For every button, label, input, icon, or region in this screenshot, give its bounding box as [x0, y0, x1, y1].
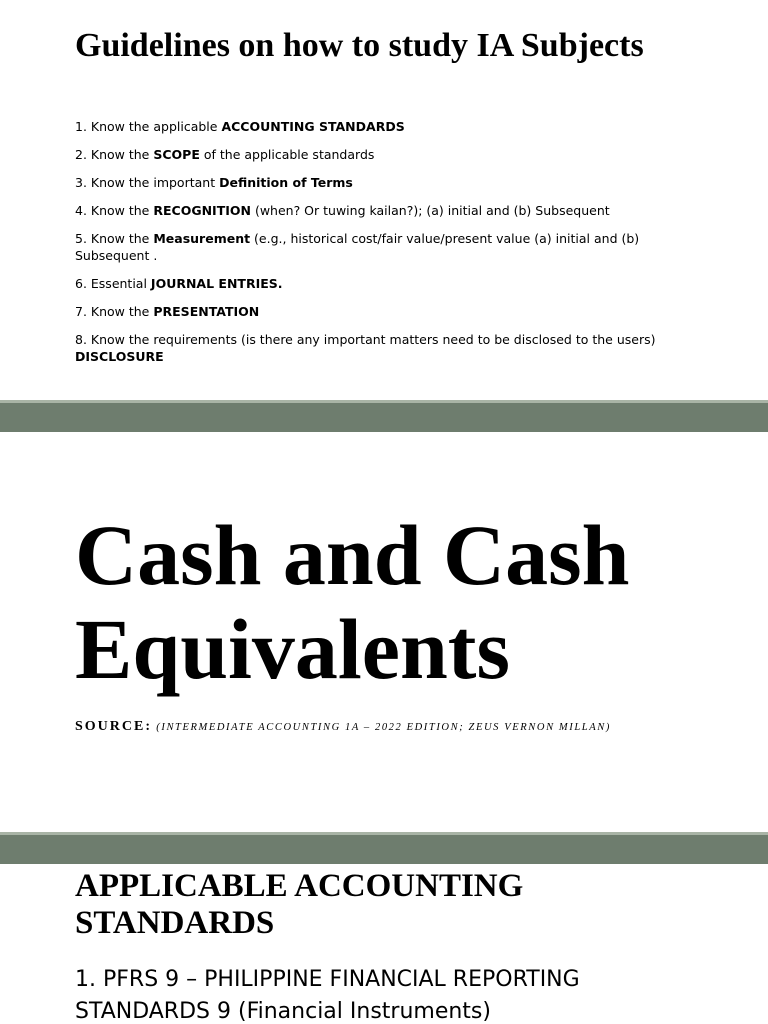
slide-standards — [0, 864, 768, 1024]
source-citation — [75, 720, 675, 735]
slide-title: Guidelines on how to study IA Subjects — [75, 27, 644, 64]
list-item: 3. Know the important Definition of Terms — [75, 175, 353, 190]
slide-cash-title — [0, 432, 768, 832]
slide-divider — [0, 832, 768, 864]
list-item: 7. Know the PRESENTATION — [75, 304, 260, 319]
list-item: 5. Know the Measurement (e.g., historical cost/fair value/present value (a) initial and (b) Subsequent . — [75, 231, 640, 263]
list-item: 8. Know the requirements (is there any important matters need to be disclosed to the users) DISCLOSURE — [75, 332, 656, 364]
source-label: SOURCE: — [75, 719, 153, 734]
list-item: 4. Know the RECOGNITION (when? Or tuwing kailan?); (a) initial and (b) Subsequent — [75, 203, 610, 218]
list-item: 1. Know the applicable ACCOUNTING STANDARDS — [75, 119, 405, 134]
guidelines-list — [75, 118, 690, 376]
slide-title: Cash and Cash Equivalents — [75, 507, 630, 697]
slide-divider — [0, 400, 768, 432]
list-item: 6. Essential JOURNAL ENTRIES. — [75, 276, 283, 291]
slide-guidelines — [0, 0, 768, 400]
standard-item: 1. PFRS 9 – PHILIPPINE FINANCIAL REPORTING STANDARDS 9 (Financial Instruments) — [75, 967, 580, 1024]
source-text: (INTERMEDIATE ACCOUNTING 1A – 2022 EDITION; ZEUS VERNON MILLAN) — [156, 722, 611, 733]
list-item: 2. Know the SCOPE of the applicable standards — [75, 147, 375, 162]
slide-title: APPLICABLE ACCOUNTING STANDARDS — [75, 868, 524, 941]
